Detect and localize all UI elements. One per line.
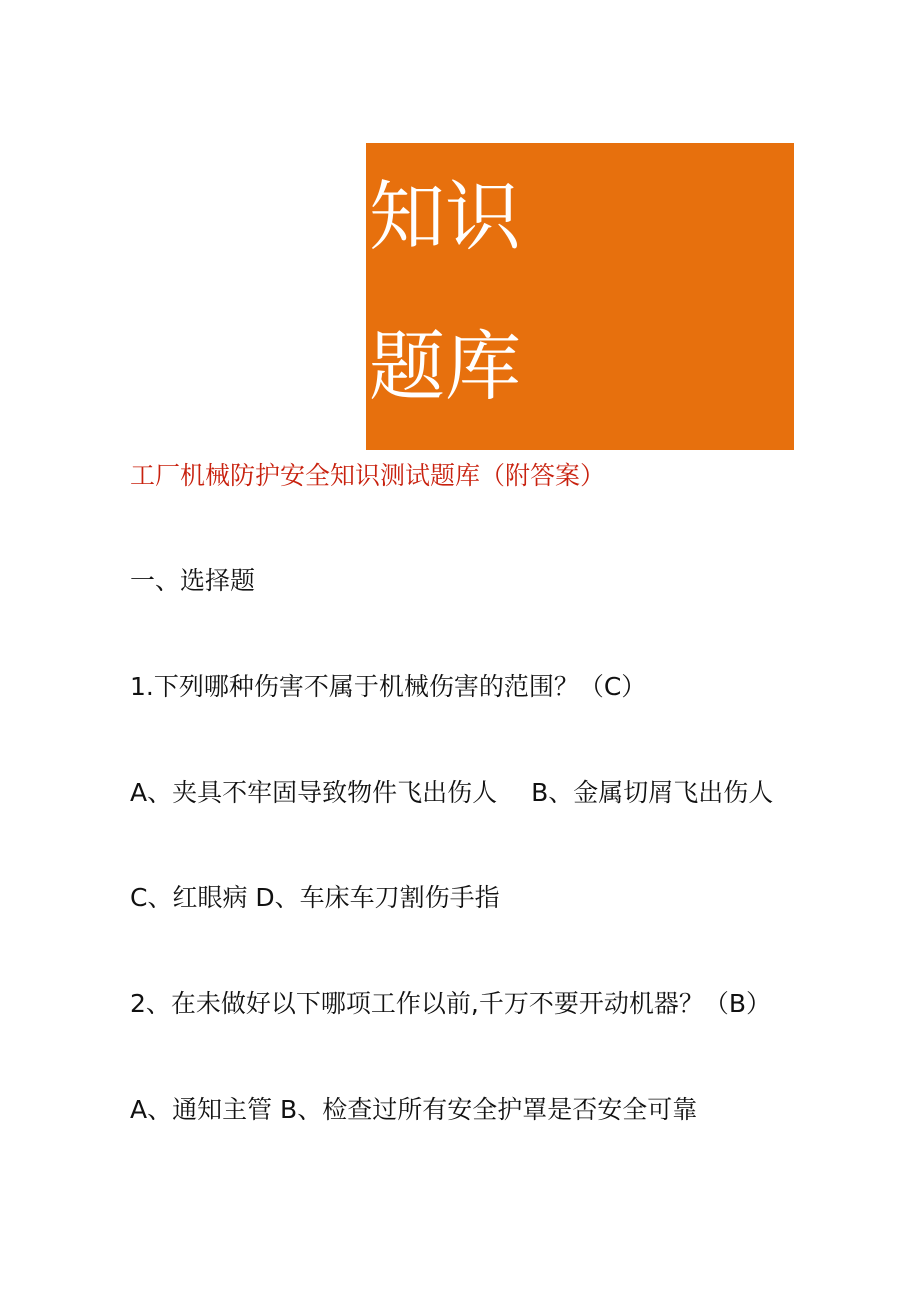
question-1-options-row-2: C、红眼病 D、车床车刀割伤手指 bbox=[130, 883, 500, 912]
cover-title-line-1: 知识 bbox=[369, 172, 521, 261]
section-heading: 一、选择题 bbox=[130, 566, 256, 595]
question-2-stem: 2、在未做好以下哪项工作以前,千万不要开动机器？（B） bbox=[130, 989, 772, 1018]
question-1-option-b: B、金属切屑飞出伤人 bbox=[531, 778, 774, 807]
document-title: 工厂机械防护安全知识测试题库（附答案） bbox=[130, 461, 606, 490]
question-1-stem: 1.下列哪种伤害不属于机械伤害的范围？（C） bbox=[130, 672, 647, 701]
cover-title-line-2: 题库 bbox=[369, 322, 521, 411]
cover-title-block bbox=[366, 143, 794, 450]
question-1-options-row-1 bbox=[130, 775, 773, 811]
question-1-option-a: A、夹具不牢固导致物件飞出伤人 bbox=[130, 778, 498, 807]
question-2-options-row-1: A、通知主管 B、检查过所有安全护罩是否安全可靠 bbox=[130, 1095, 698, 1124]
